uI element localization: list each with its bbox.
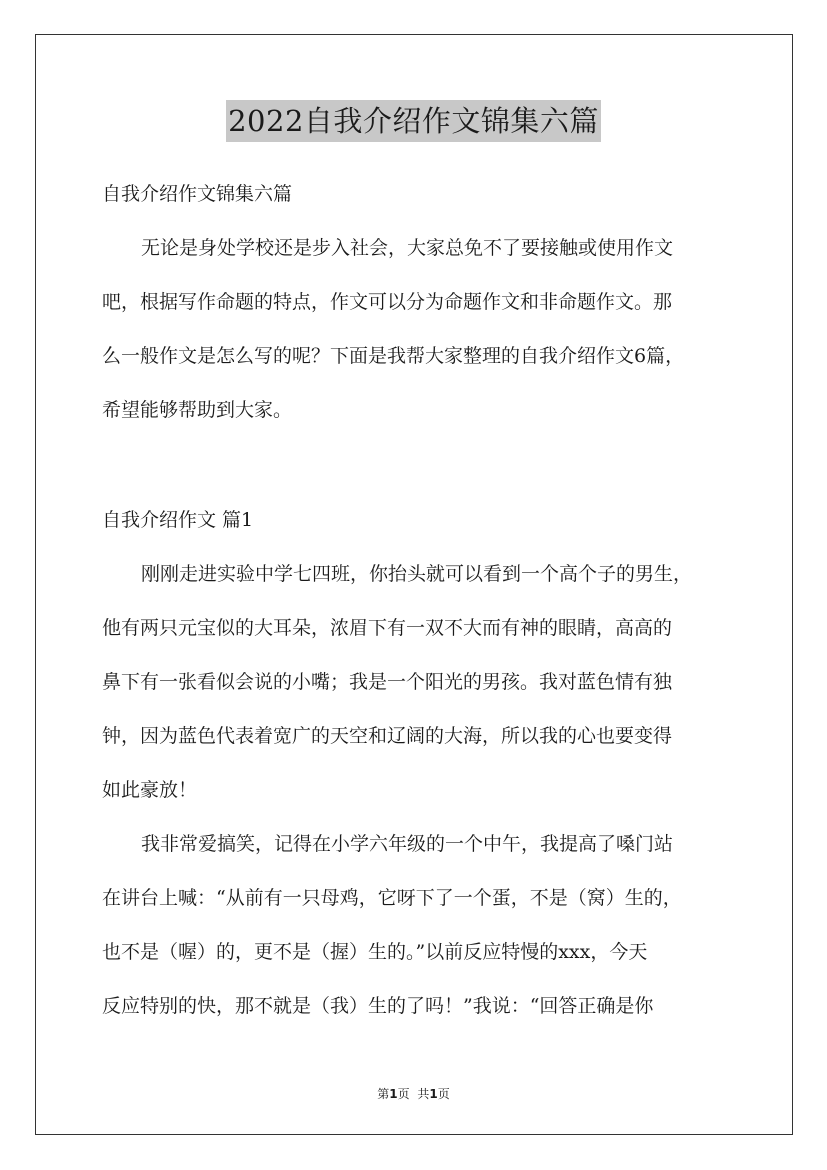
- paragraph-line: 无论是身处学校还是步入社会，大家总免不了要接触或使用作文: [141, 237, 674, 259]
- total-prefix: 共: [417, 1087, 430, 1101]
- total-suffix: 页: [437, 1087, 450, 1101]
- paragraph-line: 反应特别的快，那不就是（我）生的了吗！”我说：“回答正确是你: [102, 995, 654, 1017]
- document-title: 2022自我介绍作文锦集六篇: [226, 100, 601, 142]
- paragraph-line: 希望能够帮助到大家。: [102, 399, 293, 421]
- page-number: 1: [389, 1087, 398, 1101]
- paragraph-line: 在讲台上喊：“从前有一只母鸡，它呀下了一个蛋，不是（窝）生的，: [102, 887, 682, 909]
- paragraph-line: 鼻下有一张看似会说的小嘴；我是一个阳光的男孩。我对蓝色情有独: [102, 671, 673, 693]
- paragraph-line: 我非常爱搞笑，记得在小学六年级的一个中午，我提高了嗓门站: [141, 833, 674, 855]
- paragraph-line: 么一般作文是怎么写的呢？下面是我帮大家整理的自我介绍作文6篇，: [102, 345, 685, 367]
- page-suffix: 页: [397, 1087, 410, 1101]
- total-pages: 1: [429, 1087, 438, 1101]
- paragraph-line: 钟，因为蓝色代表着宽广的天空和辽阔的大海，所以我的心也要变得: [102, 725, 673, 747]
- paragraph-line: 如此豪放！: [102, 779, 198, 801]
- paragraph-line: 也不是（喔）的，更不是（握）生的。”以前反应特慢的xxx，今天: [102, 941, 648, 963]
- paragraph-line: 他有两只元宝似的大耳朵，浓眉下有一双不大而有神的眼睛，高高的: [102, 617, 673, 639]
- paragraph-line: 刚刚走进实验中学七四班，你抬头就可以看到一个高个子的男生，: [141, 563, 693, 585]
- title-wrap: [0, 100, 827, 142]
- subtitle: 自我介绍作文锦集六篇: [102, 183, 293, 205]
- page-prefix: 第: [377, 1087, 390, 1101]
- section-heading: 自我介绍作文 篇1: [102, 509, 254, 531]
- page-footer: [0, 1085, 827, 1102]
- paragraph-line: 吧，根据写作命题的特点，作文可以分为命题作文和非命题作文。那: [102, 291, 673, 313]
